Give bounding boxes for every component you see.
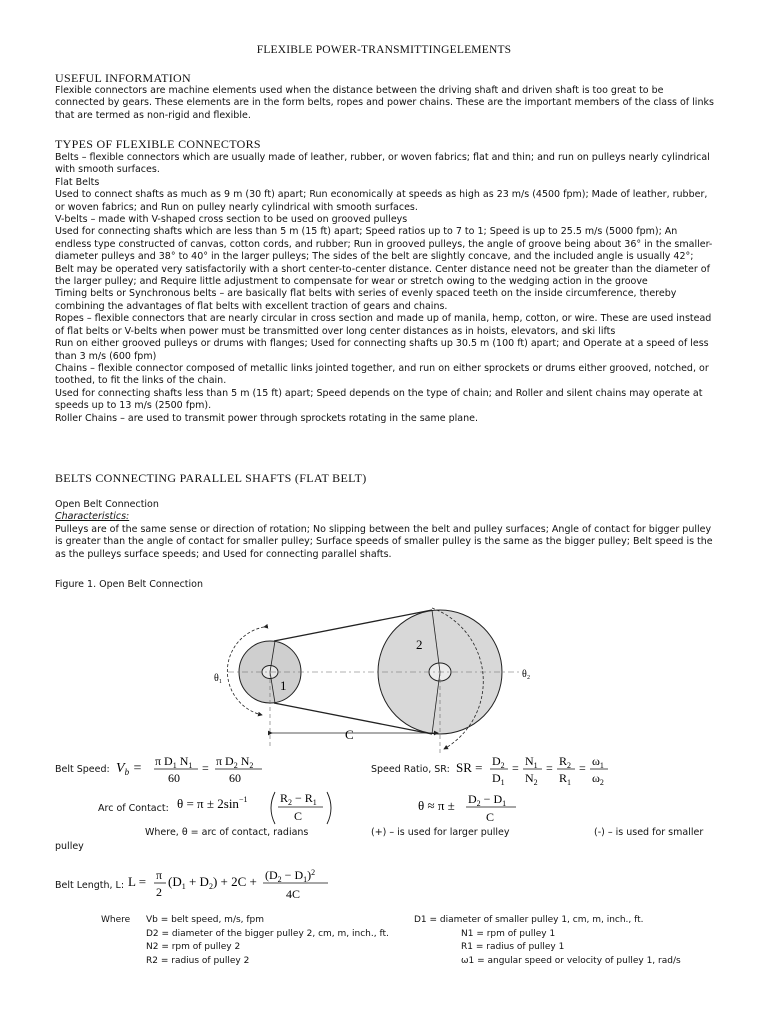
where-label: Where xyxy=(101,915,131,925)
types-paragraph: Used to connect shafts as much as 9 m (30 ft) apart; Run economically at speeds as high as 23 m/s (4500 fpm); Made of leather, rubber, or woven fabrics; and Run on pulley nearly cylindrical with smooth surfaces. xyxy=(55,189,708,213)
svg-text:ω2: $\omega_2$ xyxy=(592,771,604,786)
svg-text:R1: $R_1$ xyxy=(559,771,572,786)
svg-text:D2 − D1: $D_2 - D_1$ xyxy=(468,792,507,808)
characteristics-paragraph: Pulleys are of the same sense or direction of rotation; No slipping between the belt and pulley surfaces; Angle of contact for bigger pulley is greater than the angle of contact for smaller pulley; Surface speeds of smaller pulley is the same as the bigger pulley; Belt speed is the as the pulleys surface speeds; and Used for connecting parallel shafts. xyxy=(55,523,713,560)
page-title: FLEXIBLE POWER-TRANSMITTINGELEMENTS xyxy=(256,44,512,56)
arc-contact-label: Arc of Contact: xyxy=(98,803,169,814)
types-paragraph: Flat Belts xyxy=(55,176,100,188)
belt-length-label: Belt Length, L: xyxy=(55,880,125,891)
svg-text:D1: $D_1$ xyxy=(492,771,505,786)
useful-paragraph: Flexible connectors are machine elements used when the distance between the driving shaft and driven shaft is too great to be connected by gears. These elements are in the form belts, ropes and power chains. These are the important members of the class of links that are termed as non-rigid and flexible. xyxy=(55,85,714,121)
svg-text:R2: $R_2$ xyxy=(559,754,572,770)
svg-text:π: π xyxy=(156,868,163,882)
belt-length-formula xyxy=(128,866,338,904)
where-def: D2 = diameter of the bigger pulley 2, cm, m, inch., ft. xyxy=(146,928,389,939)
types-paragraph: Roller Chains – are used to transmit power through sprockets rotating in the same plane. xyxy=(55,412,478,424)
characteristics-label: Characteristics: xyxy=(55,511,130,523)
types-heading: TYPES OF FLEXIBLE CONNECTORS xyxy=(55,137,261,151)
belt-speed-label: Belt Speed: xyxy=(55,764,110,775)
where-def: D1 = diameter of smaller pulley 1, cm, m, inch., ft. xyxy=(414,915,644,925)
svg-text:60: 60 xyxy=(168,771,180,785)
svg-text:=: = xyxy=(546,761,553,775)
useful-text xyxy=(55,85,715,122)
open-belt-figure xyxy=(200,605,560,760)
svg-text:N2: $N_2$ xyxy=(525,771,538,786)
small-pulley-label: 1 xyxy=(280,678,287,693)
svg-text:4C: 4C xyxy=(286,887,301,901)
svg-text:=: = xyxy=(202,761,209,775)
types-paragraph: Used for connecting shafts less than 5 m (15 ft) apart; Speed depends on the type of chain; and Roller and silent chains may operate at speeds up to 13 m/s (2500 fpm). xyxy=(55,387,703,412)
svg-text:=: = xyxy=(579,761,586,775)
parallel-heading: BELTS CONNECTING PARALLEL SHAFTS (FLAT BELT) xyxy=(55,471,367,485)
svg-text:C: C xyxy=(294,809,303,823)
svg-text:60: 60 xyxy=(229,771,241,785)
where-def: N1 = rpm of pulley 1 xyxy=(461,928,556,939)
theta2-label: θ₂ xyxy=(522,669,531,680)
speed-ratio-formula xyxy=(456,752,626,786)
types-paragraph: Timing belts or Synchronous belts – are basically flat belts with series of evenly spaced teeth on the inside circumference, thereby combining the advantages of flat belts with excellent traction of gears and chains. xyxy=(55,288,677,312)
useful-heading: USEFUL INFORMATION xyxy=(55,71,191,85)
svg-text:(D1 + D2) + 2C +: $(D_1 + D_2) + 2C$ + xyxy=(168,874,257,891)
svg-text:2: 2 xyxy=(156,885,162,899)
arc-where: Where, θ = arc of contact, radians xyxy=(145,827,309,838)
svg-text:θ = π ± 2sin−1: $\theta = \pi \pm 2\sin^{-1}$ xyxy=(177,795,248,811)
svg-text:=: = xyxy=(512,761,519,775)
minus-note: (-) – is used for smaller xyxy=(594,827,704,838)
big-pulley-label: 2 xyxy=(416,637,423,652)
arc-contact-formula-1 xyxy=(177,788,367,828)
svg-text:π D2 N2: π $D_2$ $N_2$ xyxy=(216,754,254,770)
svg-text:L =: L = xyxy=(128,874,147,889)
open-belt-subheading: Open Belt Connection xyxy=(55,499,159,510)
pulley-word: pulley xyxy=(55,841,84,852)
parallel-text xyxy=(55,499,715,561)
svg-text:π D1 N1: π $D_1$ $N_1$ xyxy=(155,754,193,770)
center-distance-label: C xyxy=(345,727,354,742)
where-def: Vb = belt speed, m/s, fpm xyxy=(146,915,265,925)
types-paragraph: Run on either grooved pulleys or drums with flanges; Used for connecting shafts up 30.5 m (100 ft) apart; and Operate at a speed of less than 3 m/s (600 fpm) xyxy=(55,338,709,362)
where-def: ω1 = angular speed or velocity of pulley 1, rad/s xyxy=(461,955,681,966)
figure-caption: Figure 1. Open Belt Connection xyxy=(55,579,204,590)
types-paragraph: Ropes – flexible connectors that are nearly circular in cross section and made up of manila, hemp, cotton, or wire. These are used instead of flat belts or V-belts when power must be transmitted over long center distances as in hoists, elevators, and ski lifts xyxy=(55,313,712,337)
svg-text:N1: $N_1$ xyxy=(525,754,538,770)
types-paragraph: V-belts – made with V-shaped cross section to be used on grooved pulleys xyxy=(55,214,408,226)
types-paragraph: Belts – flexible connectors which are usually made of leather, rubber, or woven fabrics; flat and thin; and run on pulleys nearly cylindrical with smooth surfaces. xyxy=(55,152,710,176)
theta1-label: θ₁ xyxy=(214,673,223,684)
where-def: R2 = radius of pulley 2 xyxy=(146,955,250,966)
svg-text:C: C xyxy=(486,810,495,824)
where-left-list xyxy=(146,914,389,968)
svg-text:ω1: $\omega_1$ xyxy=(592,754,604,770)
plus-note: (+) – is used for larger pulley xyxy=(371,827,510,838)
svg-text:θ ≈ π ±: θ ≈ π ± xyxy=(418,798,455,813)
svg-text:SR =: SR = xyxy=(456,760,483,775)
speed-ratio-label: Speed Ratio, SR: xyxy=(371,764,450,775)
where-def: R1 = radius of pulley 1 xyxy=(461,942,565,953)
types-paragraph: Chains – flexible connector composed of metallic links jointed together, and run on either sprockets or drums either grooved, notched, or toothed, to fit the links of the chain. xyxy=(55,362,709,387)
svg-text:(D2 − D1)2: $(D_2 - D_1)^2$ xyxy=(265,868,316,884)
svg-text:Vb =: $V_b$ = xyxy=(116,761,143,777)
where-right-list xyxy=(414,914,681,968)
types-text xyxy=(55,152,715,425)
arc-contact-formula-2 xyxy=(418,790,528,826)
svg-text:D2: $D_2$ xyxy=(492,754,505,770)
types-paragraph: Used for connecting shafts which are less than 5 m (15 ft) apart; Speed ratios up to 7 to 1; Speed is up to 25.5 m/s (5000 fpm); An endless type constructed of canvas, cotton cords, and rubber; Run in grooved pulleys, the angle of groove being about 36° in the smaller-diameter pulleys and 38° to 40° in the larger pulleys; The sides of the belt are slightly concave, and the included angle is usually 42°; Belt may be operated very satisfactorily with a short center-to-center distance. Center distance need not be greater than the diameter of the larger pulley; and Require little adjustment to compensate for wear or stretch owing to the wedging action in the groove xyxy=(55,226,713,288)
where-def: N2 = rpm of pulley 2 xyxy=(146,942,241,953)
svg-text:R2 − R1: $R_2 - R_1$ xyxy=(280,791,317,807)
belt-speed-formula xyxy=(116,752,286,786)
